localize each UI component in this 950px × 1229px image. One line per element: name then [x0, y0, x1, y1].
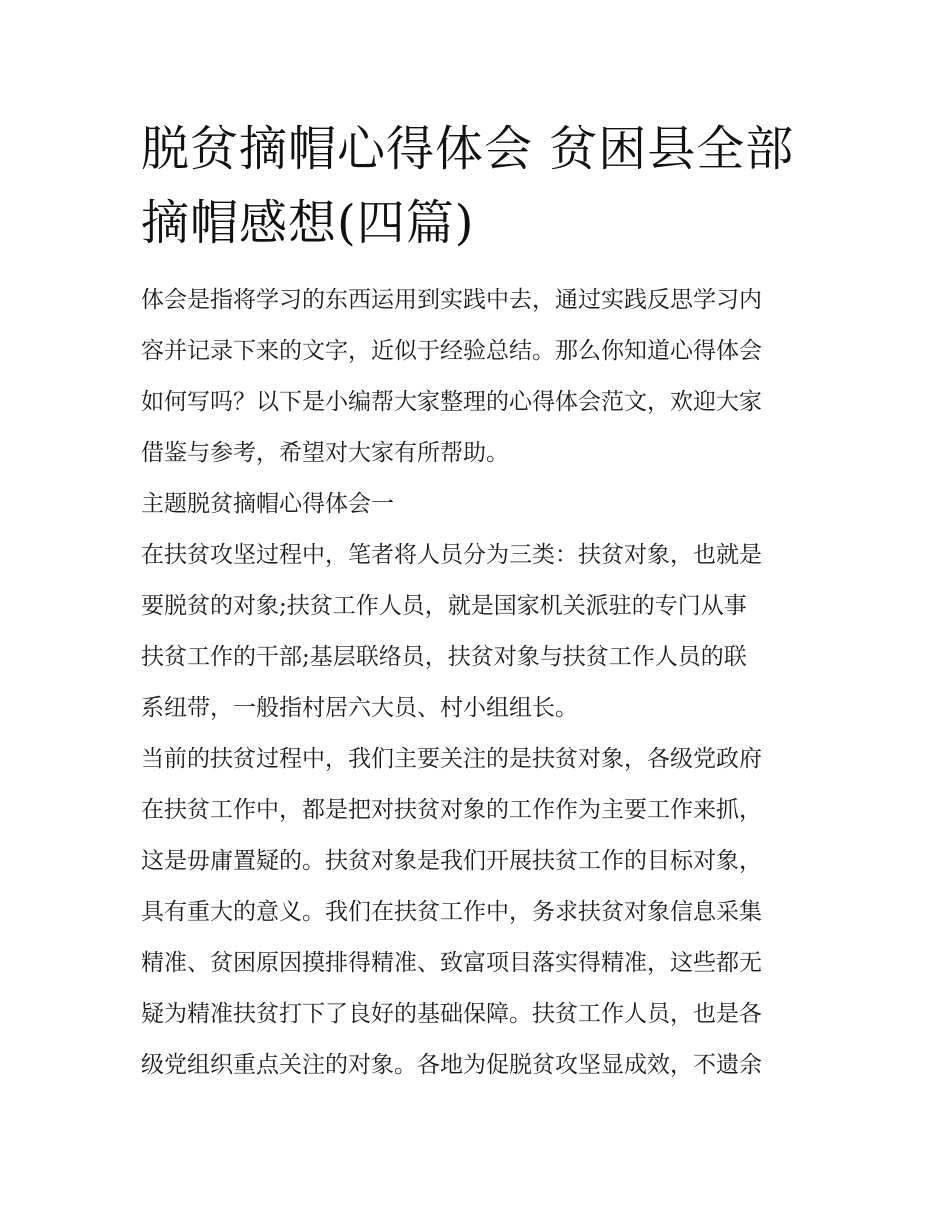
paragraph-line: 当前的扶贫过程中，我们主要关注的是扶贫对象，各级党政府 [141, 746, 762, 772]
paragraph-line: 精准、贫困原因摸排得精准、致富项目落实得精准，这些都无 [141, 950, 762, 976]
paragraph-line: 要脱贫的对象;扶贫工作人员，就是国家机关派驻的专门从事 [141, 593, 747, 619]
section-heading: 主题脱贫摘帽心得体会一 [141, 491, 394, 517]
paragraph-line: 系纽带，一般指村居六大员、村小组组长。 [141, 695, 578, 721]
title-line: 脱贫摘帽心得体会 贫困县全部 [141, 121, 795, 177]
intro-line: 借鉴与参考，希望对大家有所帮助。 [141, 440, 509, 466]
intro-line: 体会是指将学习的东西运用到实践中去，通过实践反思学习内 [141, 287, 762, 313]
title-line: 摘帽感想(四篇) [141, 195, 475, 251]
paragraph-line: 这是毋庸置疑的。扶贫对象是我们开展扶贫工作的目标对象， [141, 848, 762, 874]
paragraph-line: 疑为精准扶贫打下了良好的基础保障。扶贫工作人员，也是各 [141, 1001, 762, 1027]
document-title [141, 112, 831, 260]
paragraph-line: 在扶贫攻坚过程中，笔者将人员分为三类：扶贫对象，也就是 [141, 542, 762, 568]
paragraph-line: 具有重大的意义。我们在扶贫工作中，务求扶贫对象信息采集 [141, 899, 762, 925]
intro-line: 容并记录下来的文字，近似于经验总结。那么你知道心得体会 [141, 338, 762, 364]
paragraph-line: 在扶贫工作中，都是把对扶贫对象的工作作为主要工作来抓， [141, 797, 762, 823]
intro-line: 如何写吗？以下是小编帮大家整理的心得体会范文，欢迎大家 [141, 389, 762, 415]
paragraph-line: 扶贫工作的干部;基层联络员，扶贫对象与扶贫工作人员的联 [141, 644, 747, 670]
document-body [141, 275, 821, 1091]
paragraph-line: 级党组织重点关注的对象。各地为促脱贫攻坚显成效，不遗余 [141, 1052, 762, 1078]
